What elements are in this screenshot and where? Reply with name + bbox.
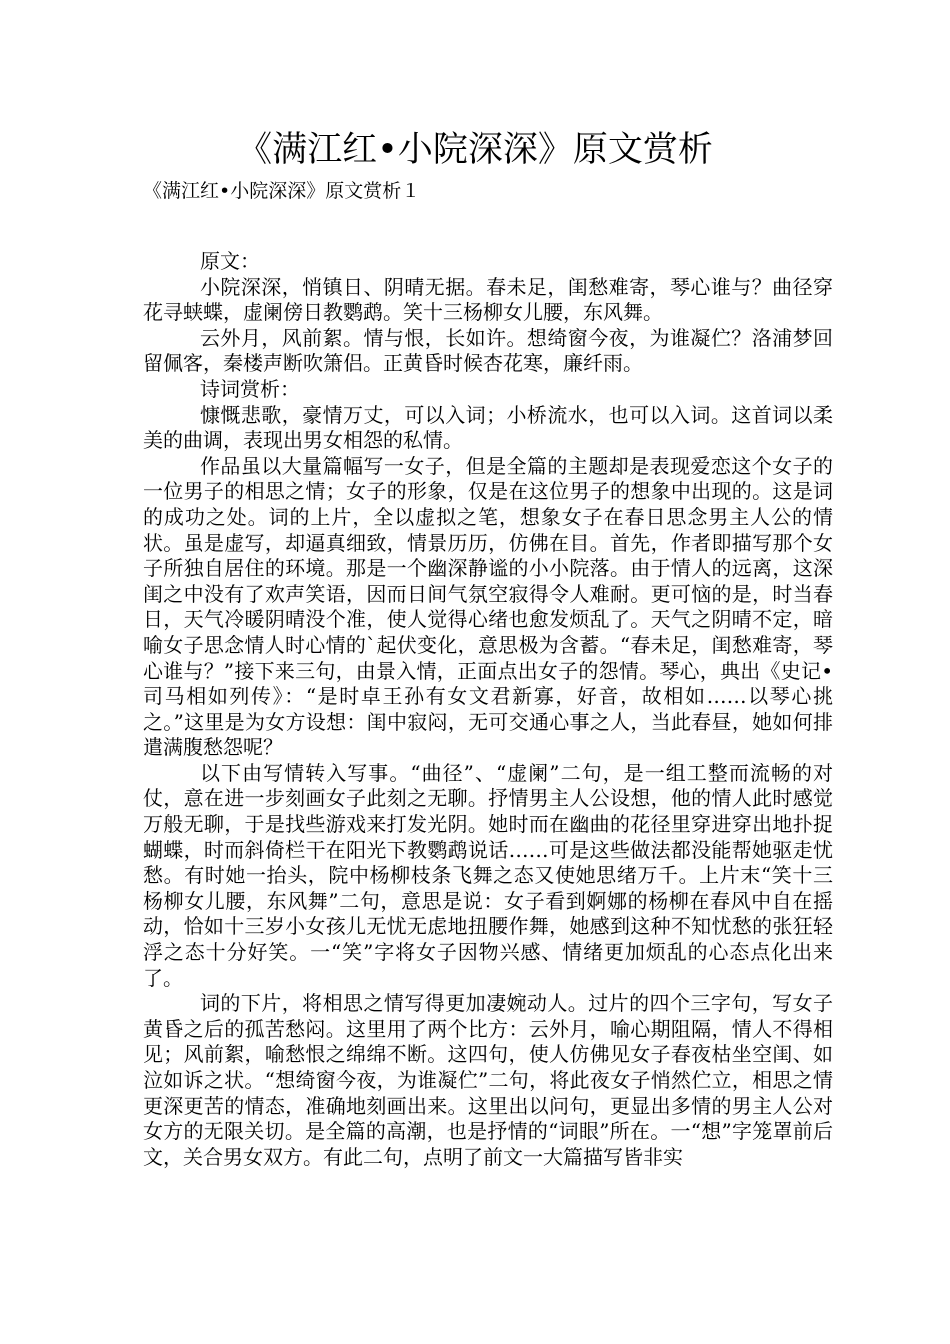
paragraph-lower-analysis: 词的下片，将相思之情写得更加凄婉动人。过片的四个三字句，写女子黄昏之后的孤苦愁闷。这里用了两个比方：云外月，喻心期阻隔，情人不得相见；风前絮，喻愁恨之绵绵不断。这四句，使人仿佛见女子春夜枯坐空闺、如泣如诉之状。“想绮窗今夜，为谁凝伫”二句，将此夜女子悄然伫立，相思之情更深更苦的情态，准确地刻画出来。这里出以问句，更显出多情的男主人公对女方的无限关切。是全篇的高潮，也是抒情的“词眼”所在。一“想”字笼罩前后文，关合男女双方。有此二句，点明了前文一大篇描写皆非实 xyxy=(143,991,833,1169)
paragraph-poem-upper: 小院深深，悄镇日、阴晴无据。春未足，闺愁难寄，琴心谁与？曲径穿花寻蛱蝶，虚阑傍日教鹦鹉。笑十三杨柳女儿腰，东风舞。 xyxy=(143,274,833,325)
paragraph-upper-analysis: 作品虽以大量篇幅写一女子，但是全篇的主题却是表现爱恋这个女子的一位男子的相思之情；女子的形象，仅是在这位男子的想象中出现的。这是词的成功之处。词的上片，全以虚拟之笔，想象女子在春日思念男主人公的情状。虽是虚写，却逼真细致，情景历历，仿佛在目。首先，作者即描写那个女子所独自居住的环境。那是一个幽深静谧的小小院落。由于情人的远离，这深闺之中没有了欢声笑语，因而日间气氛空寂得令人难耐。更可恼的是，时当春日，天气冷暖阴晴没个准，使人觉得心绪也愈发烦乱了。天气之阴晴不定，暗喻女子思念情人时心情的`起伏变化，意思极为含蓄。“春未足，闺愁难寄，琴心谁与？”接下来三句，由景入情，正面点出女子的怨情。琴心，典出《史记•司马相如列传》：“是时卓王孙有女文君新寡，好音，故相如……以琴心挑之。”这里是为女方设想：闺中寂闷，无可交通心事之人，当此春昼，她如何排遣满腹愁怨呢？ xyxy=(143,453,833,760)
document-body xyxy=(143,249,833,1170)
paragraph-appreciation-label: 诗词赏析： xyxy=(200,376,300,401)
paragraph-original-label: 原文： xyxy=(200,249,260,273)
paragraph-events-analysis: 以下由写情转入写事。“曲径”、“虚阑”二句，是一组工整而流畅的对仗，意在进一步刻画女子此刻之无聊。抒情男主人公设想，他的情人此时感觉万般无聊，于是找些游戏来打发光阴。她时而在幽曲的花径里穿进穿出地扑捉蝴蝶，时而斜倚栏干在阳光下教鹦鹉说话……可是这些做法都没能帮她驱走忧愁。有时她一抬头，院中杨柳枝条飞舞之态又使她思绪万千。上片末“笑十三杨柳女儿腰，东风舞”二句，意思是说：女子看到婀娜的杨柳在春风中自在摇动，恰如十三岁小女孩儿无忧无虑地扭腰作舞，她感到这种不知忧愁的张狂轻浮之态十分好笑。一“笑”字将女子因物兴感、情绪更加烦乱的心态点化出来了。 xyxy=(143,760,833,990)
paragraph-intro: 慷慨悲歌，豪情万丈，可以入词；小桥流水，也可以入词。这首词以柔美的曲调，表现出男女相怨的私情。 xyxy=(143,402,833,453)
document-subtitle: 《满江红•小院深深》原文赏析１ xyxy=(143,180,421,202)
document-title: 《满江红•小院深深》原文赏析 xyxy=(237,130,713,170)
paragraph-poem-lower: 云外月，风前絮。情与恨，长如许。想绮窗今夜，为谁凝伫？洛浦梦回留佩客，秦楼声断吹箫侣。正黄昏时候杏花寒，廉纤雨。 xyxy=(143,325,833,376)
